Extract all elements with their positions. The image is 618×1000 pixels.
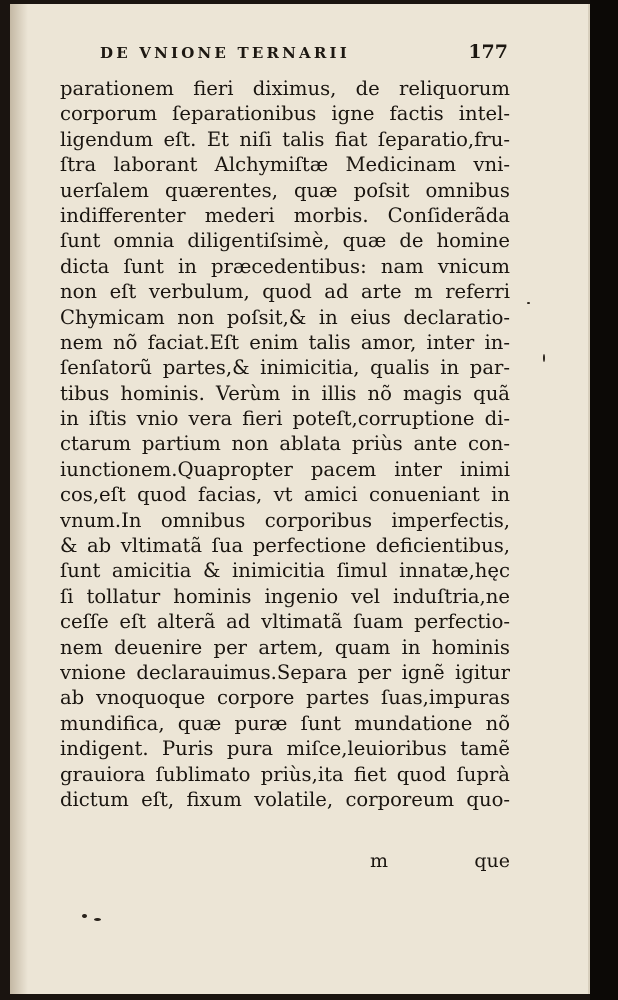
text-line: ſunt amicitia & inimicitia ſimul innatæ,hęc: [60, 559, 510, 583]
text-line: ſunt omnia diligentiſsimè, quæ de homine: [60, 229, 510, 253]
running-header: [100, 41, 508, 70]
running-title: DE VNIONE TERNARII: [100, 44, 350, 62]
text-line: ſi tollatur hominis ingenio vel induſtria,ne: [60, 584, 510, 608]
text-line: Chymicam non poſsit,& in eius declaratio-: [60, 305, 510, 329]
text-line: ceſſe eſt alterã ad vltimatã ſuam perfectio-: [60, 610, 510, 634]
signature-mark: m: [370, 850, 389, 872]
text-line: vnione declarauimus.Separa per ignẽ igitur: [60, 660, 510, 684]
text-line: indifferenter mederi morbis. Conſiderãda: [60, 203, 510, 227]
text-line: iunctionem.Quapropter pacem inter inimi: [60, 457, 510, 481]
ink-speck: [543, 354, 545, 362]
text-line: dictum eſt, fixum volatile, corporeum quo-: [60, 787, 510, 811]
text-line: parationem fieri diximus, de reliquorum: [60, 77, 510, 100]
text-line: in iſtis vnio vera fieri poteſt,corruptione di-: [60, 407, 510, 431]
text-line: nem deuenire per artem, quam in hominis: [60, 635, 510, 659]
background-edge: [590, 0, 618, 1000]
page-number: 177: [468, 41, 508, 63]
text-line: tibus hominis. Verùm in illis nõ magis quã: [60, 381, 510, 405]
text-line: dicta ſunt in præcedentibus: nam vnicum: [60, 254, 510, 278]
catchword-line: [370, 850, 510, 876]
book-page: [10, 4, 590, 994]
text-line: nem nõ faciat.Eſt enim talis amor, inter in-: [60, 330, 510, 354]
text-line: ſtra laborant Alchymiſtæ Medicinam vni-: [60, 153, 510, 177]
text-line: corporum ſeparationibus igne factis intel-: [60, 102, 510, 126]
text-line: vnum.In omnibus corporibus imperfectis,: [60, 508, 510, 532]
ink-speck: [527, 302, 530, 304]
body-text: [60, 76, 510, 812]
catchword: que: [474, 850, 510, 872]
text-line: non eſt verbulum, quod ad arte m referri: [60, 280, 510, 304]
text-line: cos,eſt quod facias, vt amici conueniant in: [60, 483, 510, 507]
text-line: ligendum eſt. Et niſi talis fiat ſeparatio,fru-: [60, 127, 510, 151]
text-line: mundifica, quæ puræ ſunt mundatione nõ: [60, 711, 510, 735]
text-line: ſenſatorũ partes,& inimicitia, qualis in par-: [60, 356, 510, 380]
ink-speck: [82, 914, 87, 918]
text-line: indigent. Puris pura miſce,leuioribus tamẽ: [60, 737, 510, 761]
text-line: & ab vltimatã ſua perfectione deficientibus,: [60, 534, 510, 558]
text-line: ctarum partium non ablata priùs ante con-: [60, 432, 510, 456]
text-line: uerſalem quærentes, quæ poſsit omnibus: [60, 178, 510, 202]
text-line: ab vnoquoque corpore partes ſuas,impuras: [60, 686, 510, 710]
text-line: grauiora ſublimato priùs,ita fiet quod ſuprà: [60, 762, 510, 786]
ink-speck: [94, 918, 101, 921]
